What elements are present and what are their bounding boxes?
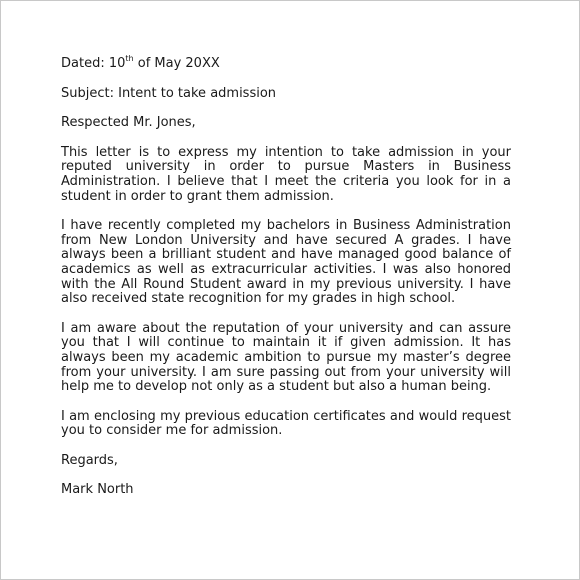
letter-body (61, 53, 511, 498)
subject-line: Subject: Intent to take admission (61, 85, 277, 101)
salutation: Respected Mr. Jones, (61, 115, 196, 131)
paragraph-intention: This letter is to express my intention to take admission in your reputed university in order to pursue Masters in Business Administration. I believe that I meet the criteria you look for in a student in order to grant them admission. (61, 144, 511, 204)
date-rest: of May 20XX (133, 56, 220, 71)
date-line (61, 53, 511, 72)
paragraph-assurance: I am aware about the reputation of your university and can assure you that I will continue to maintain it if given admission. It has always been my academic ambition to pursue my master’s degree from your university. I am sure passing out from your university will help me to develop not only as a student but also a human being. (61, 320, 511, 395)
signature: Mark North (61, 482, 134, 498)
date-ordinal-suffix: th (125, 53, 134, 63)
paragraph-enclosure: I am enclosing my previous education certificates and would request you to consider me for admission. (61, 408, 511, 439)
closing: Regards, (61, 452, 118, 468)
paragraph-background: I have recently completed my bachelors in Business Administration from New London University and have secured A grades. I have always been a brilliant student and have managed good balance of academics as well as extracurricular activities. I was also honored with the All Round Student award in my previous university. I have also received state recognition for my grades in high school. (61, 218, 511, 307)
date-label: Dated: 10 (61, 56, 126, 71)
